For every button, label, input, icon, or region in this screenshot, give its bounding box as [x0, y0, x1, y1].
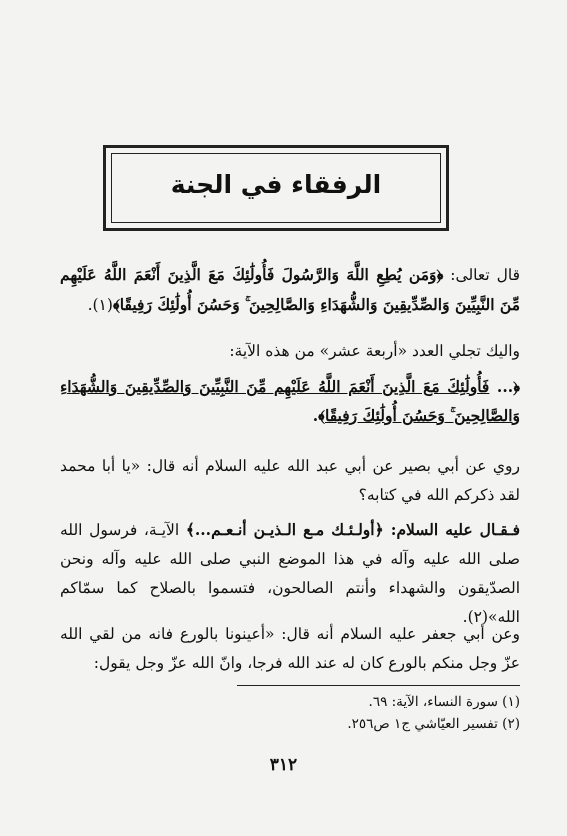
footnote-2: (٢) تفسير العيّاشي ج١ ص٢٥٦. — [347, 716, 520, 732]
footnote-1: (١) سورة النساء، الآية: ٦٩. — [368, 694, 520, 710]
paragraph-narration-abu-basir: روي عن أبي بصير عن أبي عبد الله عليه السلام أنه قال: «يا أبا محمد لقد ذكركم الله في كتابه؟ — [60, 457, 520, 504]
paragraph-narration-abu-jafar: وعن أبي جعفر عليه السلام أنه قال: «أعينونا بالورع فانه من لقي الله عزّ وجل منكم بالورع كان له عند الله فرجا، وانّ الله عزّ وجل يقول: — [60, 625, 520, 672]
footnote-ref: (١). — [87, 296, 113, 314]
paragraph-quran-intro — [60, 260, 520, 320]
paragraph-narration-reply — [60, 515, 520, 632]
quran-verse: ﴿وَمَن يُطِعِ اللَّهَ وَالرَّسُولَ فَأُولَٰئِكَ مَعَ الَّذِينَ أَنْعَمَ اللَّهُ عَلَيْهِم مِّنَ النَّبِيِّينَ وَالصِّدِّيقِينَ وَالشُّهَدَاءِ وَالصَّالِحِينَ ۚ وَحَسُنَ أُولَٰئِكَ رَفِيقًا﴾ — [60, 265, 520, 314]
reply-text: الآيـة، فرسول الله صلى الله عليه وآله في هذا الموضع النبي صلى الله عليه وآله ونحن الصدّيقون والشهداء وأنتم الصالحون، فتسموا بالصلاح كما سمّاكم الله» — [60, 521, 520, 626]
chapter-title: الرفقاء في الجنة — [170, 170, 382, 199]
reply-lead: فـقـال عليه السلام: — [383, 520, 520, 539]
footnote-separator — [237, 685, 520, 686]
footnote-ref: (٢). — [462, 608, 489, 626]
quran-verse-excerpt — [60, 372, 520, 430]
verse-close: ﴾. — [312, 406, 325, 425]
verse-open: ﴿... — [489, 377, 520, 396]
paragraph-fourteen: واليك تجلي العدد «أربعة عشر» من هذه الآية: — [229, 342, 520, 360]
chapter-title-frame — [103, 145, 449, 231]
quran-verse-short: ﴿أولـئـك مـع الـذيـن أنـعـم...﴾ — [185, 520, 384, 539]
paragraph-intro-text: قال تعالى: — [443, 266, 520, 284]
page-number: ٣١٢ — [269, 755, 298, 775]
verse-excerpt-text: فَأُولَٰئِكَ مَعَ الَّذِينَ أَنْعَمَ اللَّهُ عَلَيْهِم مِّنَ النَّبِيِّينَ وَالصِّدِّيقِينَ وَالشُّهَدَاءِ وَالصَّالِحِينَ ۚ وَحَسُنَ أُولَٰئِكَ رَفِيقًا — [60, 377, 520, 425]
